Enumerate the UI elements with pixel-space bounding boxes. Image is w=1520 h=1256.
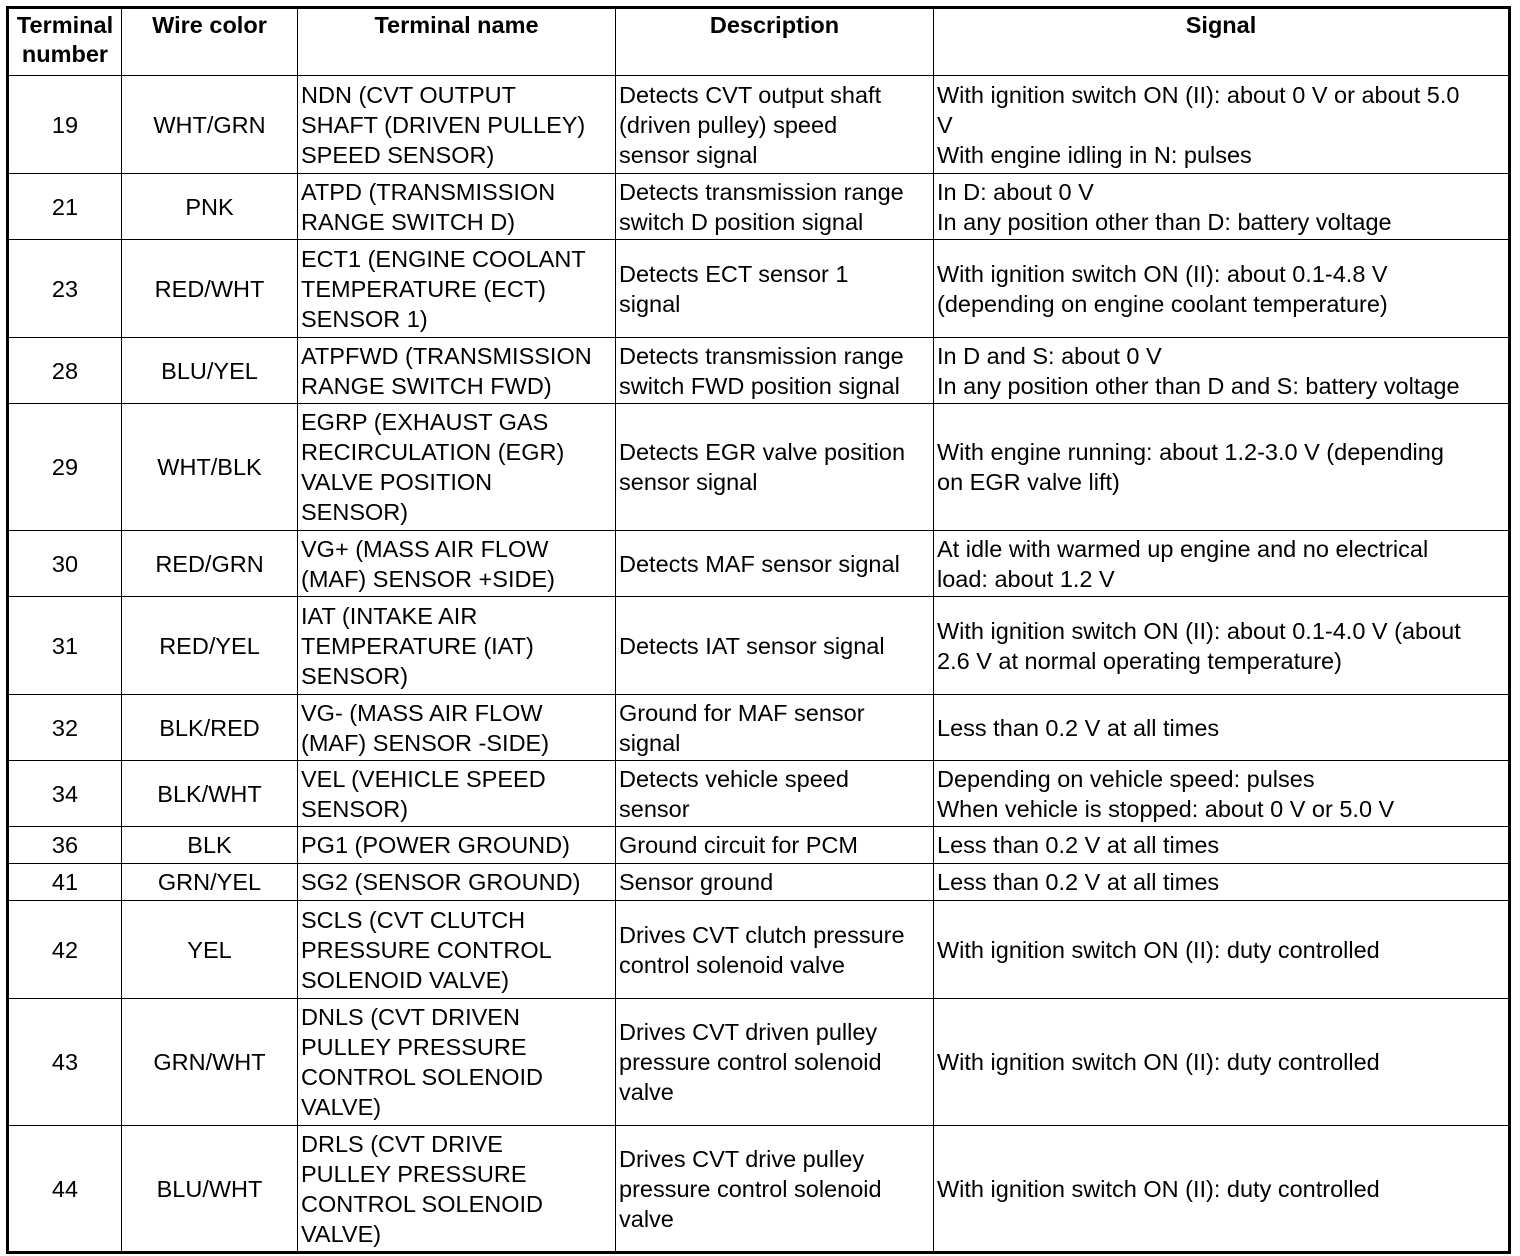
header-row	[8, 8, 1510, 76]
description-line: Drives CVT drive pulley	[619, 1145, 865, 1172]
wire-color-cell: WHT/BLK	[122, 404, 298, 531]
terminal-name-line: NDN (CVT OUTPUT	[301, 81, 516, 108]
description-line: switch D position signal	[619, 208, 864, 235]
description-cell	[616, 827, 934, 864]
signal-cell	[934, 597, 1510, 695]
terminal-name-line: SCLS (CVT CLUTCH	[301, 906, 526, 933]
description-line: Detects transmission range	[619, 342, 904, 369]
signal-line: (depending on engine coolant temperature)	[937, 290, 1388, 317]
table-row	[8, 761, 1510, 827]
signal-cell	[934, 76, 1510, 174]
table-row	[8, 864, 1510, 901]
signal-cell	[934, 240, 1510, 338]
description-line: control solenoid valve	[619, 951, 845, 978]
terminal-name-cell	[298, 597, 616, 695]
terminal-name-cell	[298, 404, 616, 531]
wire-color-cell: GRN/WHT	[122, 999, 298, 1126]
signal-line: At idle with warmed up engine and no electrical	[937, 535, 1429, 562]
terminal-name-cell	[298, 827, 616, 864]
wire-color-cell: PNK	[122, 174, 298, 240]
description-cell	[616, 76, 934, 174]
signal-line: In D: about 0 V	[937, 178, 1094, 205]
description-cell	[616, 999, 934, 1126]
terminal-number-cell: 43	[8, 999, 122, 1126]
terminal-number-cell: 41	[8, 864, 122, 901]
terminal-name-line: VALVE)	[301, 1094, 382, 1120]
terminal-name-cell	[298, 338, 616, 404]
terminal-name-line: SENSOR)	[301, 662, 409, 689]
description-cell	[616, 597, 934, 695]
signal-line: With ignition switch ON (II): about 0.1-4.8 V	[937, 260, 1388, 287]
signal-cell	[934, 761, 1510, 827]
description-line: Detects vehicle speed	[619, 765, 849, 792]
wire-color-cell: YEL	[122, 901, 298, 999]
description-line: Detects EGR valve position	[619, 439, 906, 465]
header-wire-color: Wire color	[122, 8, 298, 76]
terminal-name-line: DNLS (CVT DRIVEN	[301, 1004, 520, 1030]
signal-cell	[934, 695, 1510, 761]
signal-line: In any position other than D: battery voltage	[937, 208, 1392, 235]
terminal-number-cell: 32	[8, 695, 122, 761]
terminal-name-cell	[298, 531, 616, 597]
terminal-name-line: EGRP (EXHAUST GAS	[301, 409, 549, 435]
terminal-number-cell: 44	[8, 1126, 122, 1253]
terminal-name-line: SENSOR)	[301, 795, 409, 822]
header-terminal-number: Terminal number	[8, 8, 122, 76]
terminal-name-line: ATPD (TRANSMISSION	[301, 178, 556, 205]
terminal-name-line: SOLENOID VALVE)	[301, 966, 510, 993]
table-body	[8, 76, 1510, 1253]
table-row	[8, 531, 1510, 597]
signal-line: With ignition switch ON (II): duty controlled	[937, 1049, 1380, 1075]
signal-cell	[934, 174, 1510, 240]
description-cell	[616, 1126, 934, 1253]
description-line: sensor signal	[619, 469, 758, 495]
signal-line: Less than 0.2 V at all times	[937, 832, 1220, 858]
description-cell	[616, 338, 934, 404]
description-line: Ground circuit for PCM	[619, 832, 858, 858]
table-row	[8, 338, 1510, 404]
terminal-name-line: IAT (INTAKE AIR	[301, 602, 478, 629]
terminal-name-line: (MAF) SENSOR +SIDE)	[301, 565, 555, 592]
terminal-name-cell	[298, 999, 616, 1126]
description-line: Detects CVT output shaft	[619, 81, 882, 108]
signal-cell	[934, 999, 1510, 1126]
terminal-number-cell: 29	[8, 404, 122, 531]
signal-cell	[934, 1126, 1510, 1253]
terminal-name-line: VG+ (MASS AIR FLOW	[301, 535, 549, 562]
description-line: (driven pulley) speed	[619, 111, 838, 138]
wire-color-cell: BLK	[122, 827, 298, 864]
terminal-name-line: DRLS (CVT DRIVE	[301, 1130, 503, 1157]
signal-line: V	[937, 111, 953, 138]
description-cell	[616, 761, 934, 827]
terminal-name-line: CONTROL SOLENOID	[301, 1190, 543, 1217]
description-cell	[616, 901, 934, 999]
description-line: sensor signal	[619, 141, 758, 168]
terminal-name-line: ECT1 (ENGINE COOLANT	[301, 245, 586, 272]
terminal-number-cell: 19	[8, 76, 122, 174]
description-line: Detects ECT sensor 1	[619, 260, 849, 287]
description-line: pressure control solenoid	[619, 1175, 882, 1202]
terminal-name-cell	[298, 864, 616, 901]
terminal-name-line: ATPFWD (TRANSMISSION	[301, 342, 592, 369]
terminal-name-line: CONTROL SOLENOID	[301, 1064, 543, 1090]
wire-color-cell: WHT/GRN	[122, 76, 298, 174]
description-line: Detects IAT sensor signal	[619, 632, 885, 659]
description-line: valve	[619, 1079, 674, 1105]
table-row	[8, 174, 1510, 240]
signal-line: on EGR valve lift)	[937, 469, 1120, 495]
terminal-name-line: SENSOR 1)	[301, 305, 428, 332]
wire-color-cell: BLK/RED	[122, 695, 298, 761]
terminal-name-cell	[298, 761, 616, 827]
description-line: Detects transmission range	[619, 178, 904, 205]
wire-color-cell: BLU/WHT	[122, 1126, 298, 1253]
terminal-name-line: (MAF) SENSOR -SIDE)	[301, 729, 550, 756]
description-line: signal	[619, 290, 681, 317]
terminal-name-cell	[298, 240, 616, 338]
terminal-name-cell	[298, 1126, 616, 1253]
terminal-name-line: PULLEY PRESSURE	[301, 1160, 527, 1187]
wire-color-cell: RED/GRN	[122, 531, 298, 597]
description-cell	[616, 531, 934, 597]
wire-color-cell: GRN/YEL	[122, 864, 298, 901]
terminal-name-line: TEMPERATURE (IAT)	[301, 632, 534, 659]
signal-line: With ignition switch ON (II): about 0.1-4.0 V (about	[937, 617, 1461, 644]
signal-cell	[934, 404, 1510, 531]
terminal-name-cell	[298, 174, 616, 240]
signal-cell	[934, 338, 1510, 404]
terminal-name-line: RANGE SWITCH FWD)	[301, 372, 552, 399]
terminal-name-line: PG1 (POWER GROUND)	[301, 832, 570, 858]
terminal-name-cell	[298, 76, 616, 174]
table-row	[8, 999, 1510, 1126]
table-row	[8, 1126, 1510, 1253]
description-line: signal	[619, 729, 681, 756]
header-signal: Signal	[934, 8, 1510, 76]
header-terminal-name: Terminal name	[298, 8, 616, 76]
terminal-number-cell: 36	[8, 827, 122, 864]
description-cell	[616, 404, 934, 531]
description-cell	[616, 695, 934, 761]
table-row	[8, 240, 1510, 338]
signal-line: Depending on vehicle speed: pulses	[937, 765, 1315, 792]
signal-line: In any position other than D and S: battery voltage	[937, 372, 1460, 399]
terminal-name-cell	[298, 695, 616, 761]
terminal-table-wrapper	[6, 6, 1511, 1254]
terminal-name-line: SPEED SENSOR)	[301, 141, 495, 168]
description-line: Detects MAF sensor signal	[619, 550, 900, 577]
description-line: sensor	[619, 795, 690, 822]
wire-color-cell: BLU/YEL	[122, 338, 298, 404]
table-row	[8, 901, 1510, 999]
terminal-name-line: TEMPERATURE (ECT)	[301, 275, 547, 302]
terminal-number-cell: 31	[8, 597, 122, 695]
terminal-name-line: VG- (MASS AIR FLOW	[301, 699, 543, 726]
signal-line: When vehicle is stopped: about 0 V or 5.0 V	[937, 795, 1395, 822]
table-row	[8, 827, 1510, 864]
description-line: switch FWD position signal	[619, 372, 900, 399]
wire-color-cell: RED/WHT	[122, 240, 298, 338]
terminal-name-cell	[298, 901, 616, 999]
terminal-number-cell: 34	[8, 761, 122, 827]
signal-line: With ignition switch ON (II): duty controlled	[937, 1175, 1380, 1202]
signal-cell	[934, 901, 1510, 999]
terminal-name-line: VALVE POSITION	[301, 469, 493, 495]
description-line: Ground for MAF sensor	[619, 699, 865, 726]
description-line: valve	[619, 1205, 674, 1232]
header-description: Description	[616, 8, 934, 76]
table-row	[8, 597, 1510, 695]
signal-line: With ignition switch ON (II): duty controlled	[937, 936, 1380, 963]
terminal-name-line: SHAFT (DRIVEN PULLEY)	[301, 111, 586, 138]
terminal-name-line: SG2 (SENSOR GROUND)	[301, 869, 581, 895]
terminal-number-cell: 42	[8, 901, 122, 999]
terminal-table	[6, 6, 1511, 1254]
signal-line: In D and S: about 0 V	[937, 342, 1162, 369]
signal-line: Less than 0.2 V at all times	[937, 869, 1220, 895]
signal-line: load: about 1.2 V	[937, 565, 1115, 592]
wire-color-cell: RED/YEL	[122, 597, 298, 695]
description-line: pressure control solenoid	[619, 1049, 882, 1075]
description-line: Drives CVT driven pulley	[619, 1019, 878, 1045]
description-cell	[616, 864, 934, 901]
table-row	[8, 695, 1510, 761]
terminal-name-line: PULLEY PRESSURE	[301, 1034, 527, 1060]
table-row	[8, 76, 1510, 174]
signal-line: Less than 0.2 V at all times	[937, 714, 1220, 741]
terminal-number-cell: 28	[8, 338, 122, 404]
wire-color-cell: BLK/WHT	[122, 761, 298, 827]
description-line: Drives CVT clutch pressure	[619, 921, 905, 948]
terminal-number-cell: 23	[8, 240, 122, 338]
description-cell	[616, 240, 934, 338]
terminal-name-line: PRESSURE CONTROL	[301, 936, 552, 963]
signal-line: With engine running: about 1.2-3.0 V (depending	[937, 439, 1444, 465]
terminal-name-line: RANGE SWITCH D)	[301, 208, 516, 235]
description-cell	[616, 174, 934, 240]
signal-line: 2.6 V at normal operating temperature)	[937, 647, 1342, 674]
terminal-name-line: VEL (VEHICLE SPEED	[301, 765, 546, 792]
table-row	[8, 404, 1510, 531]
terminal-name-line: RECIRCULATION (EGR)	[301, 439, 565, 465]
description-line: Sensor ground	[619, 869, 774, 895]
signal-cell	[934, 531, 1510, 597]
signal-cell	[934, 864, 1510, 901]
terminal-name-line: VALVE)	[301, 1220, 382, 1247]
terminal-name-line: SENSOR)	[301, 499, 409, 525]
signal-line: With ignition switch ON (II): about 0 V or about 5.0	[937, 81, 1460, 108]
signal-cell	[934, 827, 1510, 864]
terminal-number-cell: 21	[8, 174, 122, 240]
signal-line: With engine idling in N: pulses	[937, 141, 1252, 168]
terminal-number-cell: 30	[8, 531, 122, 597]
